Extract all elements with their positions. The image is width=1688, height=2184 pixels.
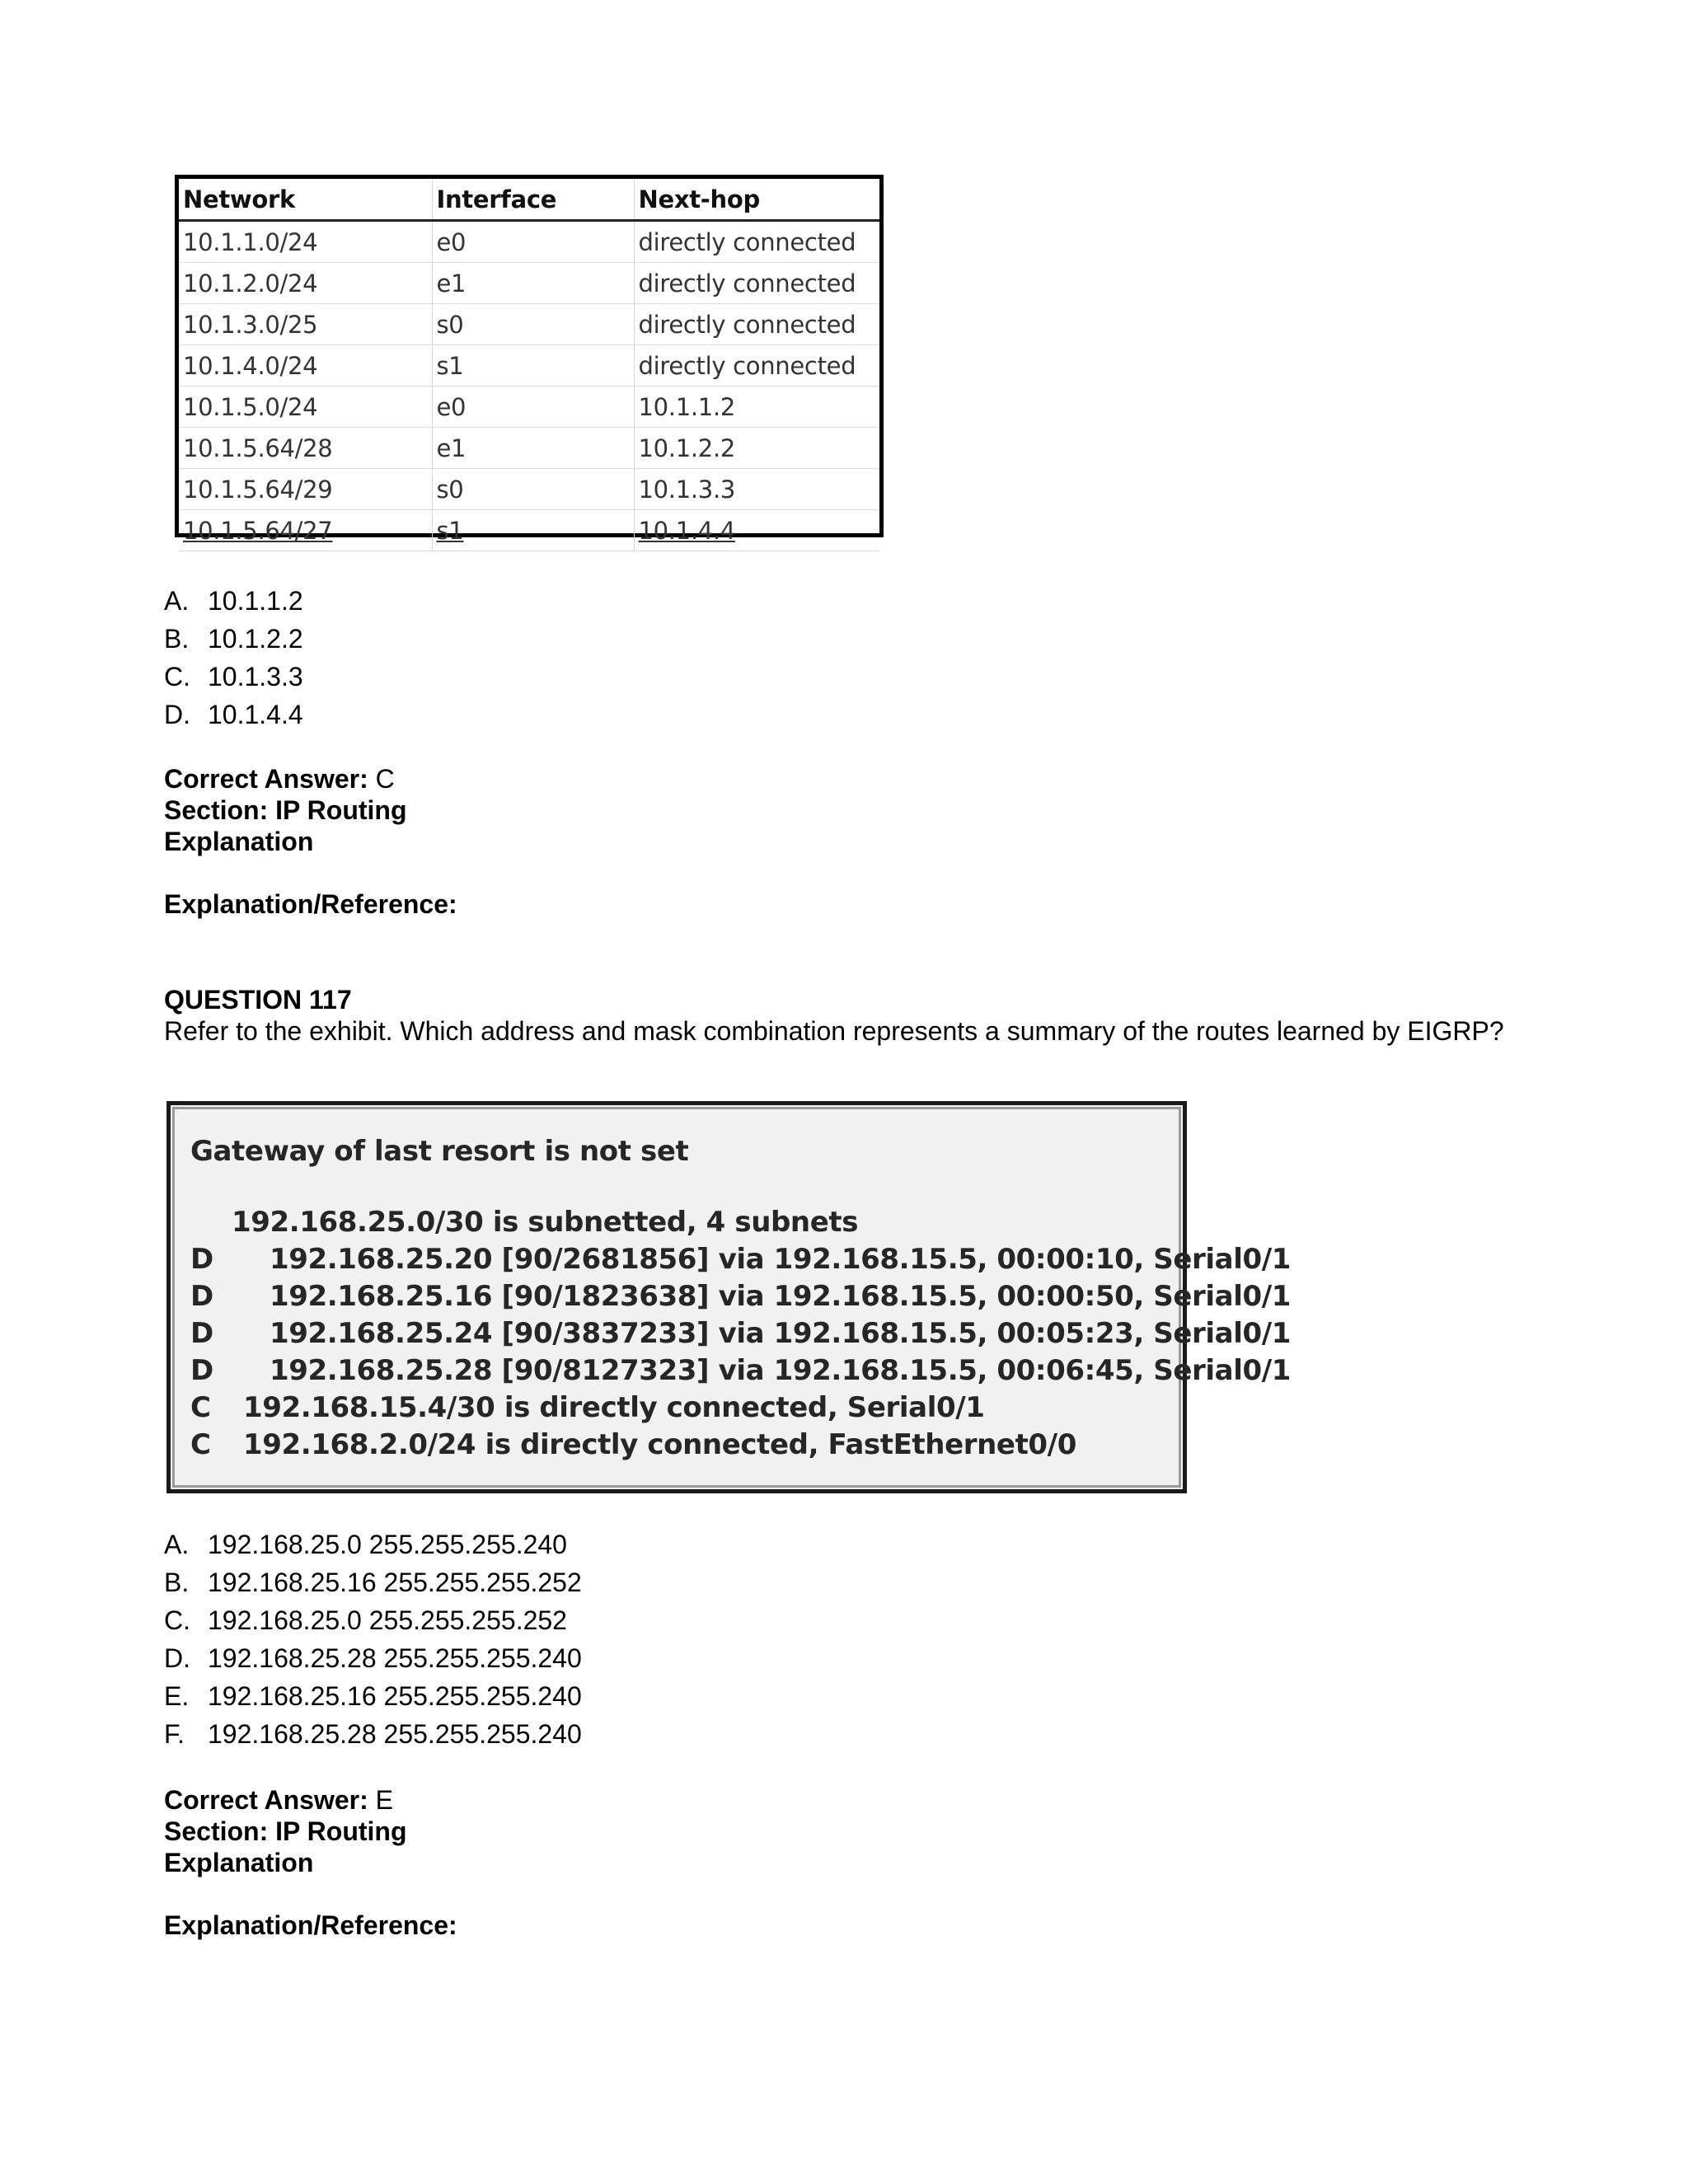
option-letter: C. [164, 662, 190, 691]
routing-table [179, 179, 879, 551]
next-hop-cell: 10.1.4.4 [634, 510, 879, 551]
route-code: D [190, 1317, 214, 1350]
q116-explanation-reference: Explanation/Reference: [164, 889, 457, 919]
correct-answer-value: C [375, 764, 395, 794]
option-text: 192.168.25.28 255.255.255.240 [208, 1643, 582, 1673]
route-line: 192.168.25.28 [90/8127323] via 192.168.15.5, 00:06:45, Serial0/1 [270, 1354, 1292, 1387]
answer-option-c [164, 658, 303, 696]
correct-answer-value: E [375, 1785, 393, 1815]
route-line: 192.168.15.4/30 is directly connected, Serial0/1 [243, 1391, 985, 1424]
option-letter: A. [164, 1530, 190, 1559]
q117-explanation-heading: Explanation [164, 1848, 314, 1877]
network-cell: 10.1.5.0/24 [179, 387, 432, 428]
option-text: 192.168.25.16 255.255.255.240 [208, 1681, 582, 1711]
network-cell: 10.1.2.0/24 [179, 263, 432, 304]
q117-correct-answer [164, 1784, 393, 1816]
route-line: 192.168.25.24 [90/3837233] via 192.168.15.5, 00:05:23, Serial0/1 [270, 1317, 1292, 1350]
option-letter: E. [164, 1681, 190, 1711]
routing-table-exhibit [175, 175, 884, 545]
q117-options-list [164, 1526, 582, 1753]
route-line: 192.168.25.20 [90/2681856] via 192.168.15.5, 00:00:10, Serial0/1 [270, 1243, 1292, 1276]
interface-cell: e1 [432, 428, 634, 469]
route-code: C [190, 1428, 211, 1461]
next-hop-cell: directly connected [634, 221, 879, 263]
route-code: D [190, 1354, 214, 1387]
answer-option-a [164, 1526, 582, 1563]
option-text: 192.168.25.16 255.255.255.252 [208, 1568, 582, 1597]
option-letter: F. [164, 1719, 185, 1749]
table-row [179, 304, 879, 345]
interface-cell: e0 [432, 387, 634, 428]
interface-cell: s0 [432, 304, 634, 345]
interface-cell: s1 [432, 345, 634, 387]
option-text: 192.168.25.0 255.255.255.252 [208, 1605, 567, 1635]
interface-cell: e1 [432, 263, 634, 304]
option-letter: B. [164, 1568, 190, 1597]
next-hop-cell: 10.1.1.2 [634, 387, 879, 428]
table-row [179, 345, 879, 387]
table-row [179, 469, 879, 510]
table-row [179, 221, 879, 263]
answer-option-b [164, 1563, 582, 1601]
q117-explanation-reference: Explanation/Reference: [164, 1910, 457, 1940]
table-row [179, 387, 879, 428]
next-hop-cell: 10.1.3.3 [634, 469, 879, 510]
gateway-line: Gateway of last resort is not set [190, 1135, 689, 1168]
network-cell: 10.1.1.0/24 [179, 221, 432, 263]
option-letter: B. [164, 624, 190, 654]
answer-option-b [164, 620, 303, 658]
network-cell: 10.1.4.0/24 [179, 345, 432, 387]
option-text: 10.1.2.2 [208, 624, 303, 654]
answer-option-d [164, 696, 303, 733]
correct-answer-label: Correct Answer: [164, 764, 368, 794]
column-header-interface: Interface [432, 179, 634, 221]
interface-cell: s0 [432, 469, 634, 510]
q116-section: Section: IP Routing [164, 795, 407, 825]
option-text: 10.1.3.3 [208, 662, 303, 691]
answer-option-a [164, 582, 303, 620]
option-letter: C. [164, 1605, 190, 1635]
table-row [179, 428, 879, 469]
interface-cell: e0 [432, 221, 634, 263]
routing-table-header-row [179, 179, 879, 221]
table-row [179, 510, 879, 551]
route-code: D [190, 1280, 214, 1313]
route-line: 192.168.25.16 [90/1823638] via 192.168.15.5, 00:00:50, Serial0/1 [270, 1280, 1292, 1313]
next-hop-cell: directly connected [634, 304, 879, 345]
answer-option-d [164, 1639, 582, 1677]
column-header-network: Network [179, 179, 432, 221]
option-text: 10.1.1.2 [208, 586, 303, 616]
routing-output-exhibit [166, 1101, 1292, 1493]
network-cell: 10.1.5.64/28 [179, 428, 432, 469]
network-cell: 10.1.3.0/25 [179, 304, 432, 345]
table-row [179, 263, 879, 304]
answer-option-e [164, 1677, 582, 1715]
column-header-next-hop: Next-hop [634, 179, 879, 221]
answer-option-c [164, 1601, 582, 1639]
option-letter: A. [164, 586, 190, 616]
subnet-line: 192.168.25.0/30 is subnetted, 4 subnets [232, 1206, 859, 1239]
option-text: 192.168.25.0 255.255.255.240 [208, 1530, 567, 1559]
question-text: Refer to the exhibit. Which address and mask combination represents a summary of the routes learned by EIGRP? [164, 1016, 1504, 1046]
q117-section: Section: IP Routing [164, 1816, 407, 1846]
q116-correct-answer [164, 763, 395, 794]
route-code: D [190, 1243, 214, 1276]
next-hop-cell: directly connected [634, 263, 879, 304]
q116-options-list [164, 582, 303, 733]
route-line: 192.168.2.0/24 is directly connected, FastEthernet0/0 [243, 1428, 1076, 1461]
option-letter: D. [164, 1643, 190, 1673]
next-hop-cell: directly connected [634, 345, 879, 387]
option-text: 192.168.25.28 255.255.255.240 [208, 1719, 582, 1749]
question-title: QUESTION 117 [164, 985, 352, 1015]
q116-explanation-heading: Explanation [164, 827, 314, 856]
option-letter: D. [164, 700, 190, 729]
route-code: C [190, 1391, 211, 1424]
correct-answer-label: Correct Answer: [164, 1785, 368, 1815]
option-text: 10.1.4.4 [208, 700, 303, 729]
network-cell: 10.1.5.64/27 [179, 510, 432, 551]
interface-cell: s1 [432, 510, 634, 551]
answer-option-f [164, 1715, 582, 1753]
next-hop-cell: 10.1.2.2 [634, 428, 879, 469]
network-cell: 10.1.5.64/29 [179, 469, 432, 510]
